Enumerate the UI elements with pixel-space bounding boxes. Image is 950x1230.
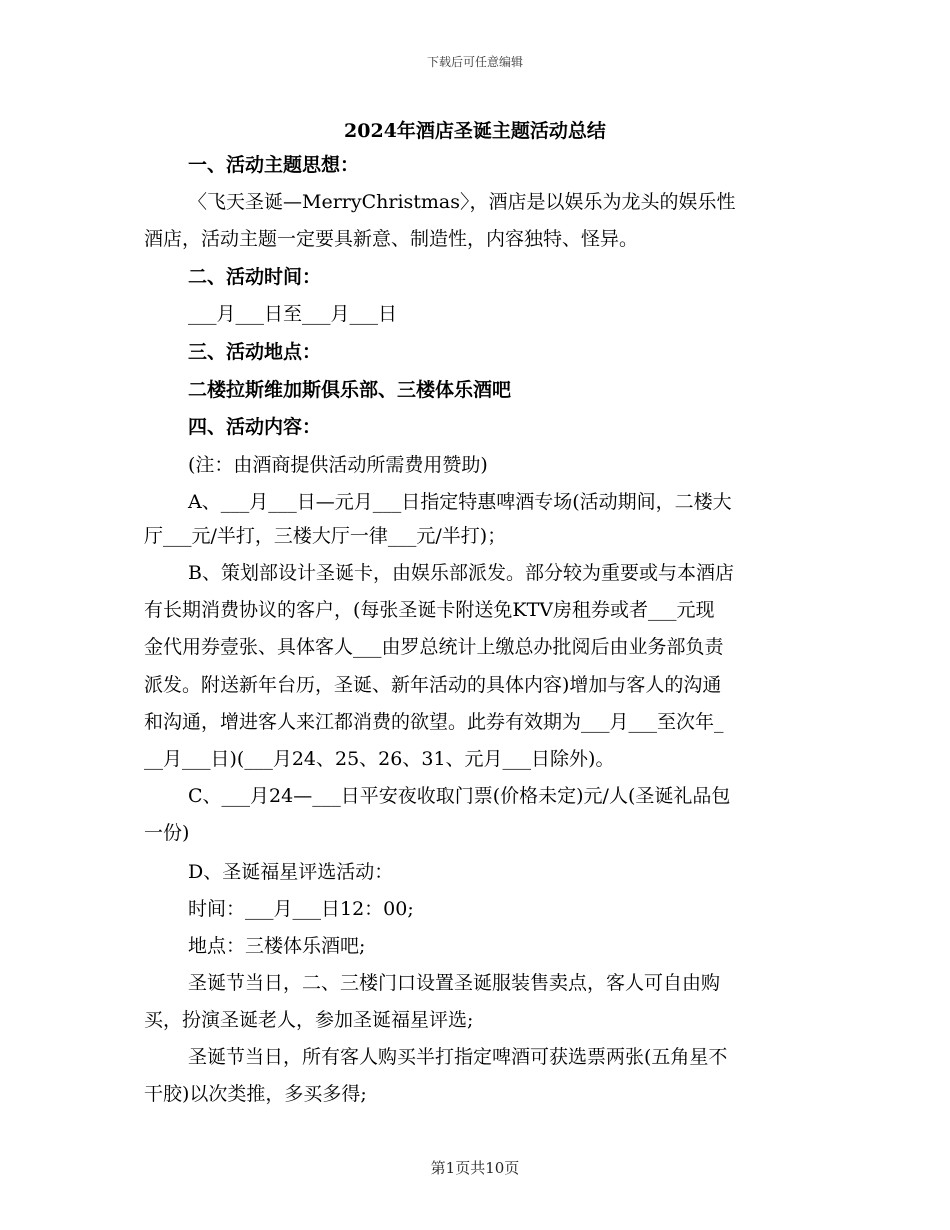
text-note: (注：由酒商提供活动所需费用赞助) [188, 454, 488, 476]
text-a-2: 厅___元/半打，三楼大厅一律___元/半打)； [144, 525, 507, 547]
text-d-5: 圣诞节当日，所有客人购买半打指定啤酒可获选票两张(五角星不 [188, 1046, 728, 1068]
text-d-time: 时间：___月___日12：00; [188, 898, 414, 920]
text-d-1: D、圣诞福星评选活动： [188, 861, 394, 883]
text-b-1: B、策划部设计圣诞卡，由娱乐部派发。部分较为重要或与本酒店 [188, 562, 734, 584]
text-b-2: 有长期消费协议的客户，(每张圣诞卡附送免KTV房租券或者___元现 [144, 599, 715, 621]
page-footer: 第1页共10页 [430, 1159, 520, 1177]
heading-location: 三、活动地点： [188, 341, 322, 363]
header-note: 下载后可任意编辑 [426, 55, 523, 69]
text-c-2: 一份) [144, 822, 190, 844]
text-d-4: 买，扮演圣诞老人，参加圣诞福星评选; [144, 1009, 474, 1031]
text-a-1: A、___月___日—元月___日指定特惠啤酒专场(活动期间，二楼大 [188, 491, 732, 513]
text-d-6: 干胶)以次类推，多买多得; [144, 1083, 367, 1105]
heading-time: 二、活动时间： [188, 266, 322, 288]
text-b-3: 金代用券壹张、具体客人___由罗总统计上缴总办批阅后由业务部负责 [144, 636, 724, 658]
text-b-6: __月___日)(___月24、25、26、31、元月___日除外)。 [144, 748, 615, 770]
text-theme-1: 〈飞天圣诞—MerryChristmas〉，酒店是以娱乐为龙头的娱乐性 [188, 191, 736, 213]
text-b-5: 和沟通，增进客人来江都消费的欲望。此券有效期为___月___至次年_ [144, 711, 724, 733]
text-location: 二楼拉斯维加斯俱乐部、三楼体乐酒吧 [188, 379, 512, 401]
text-c-1: C、___月24—___日平安夜收取门票(价格未定)元/人(圣诞礼品包 [188, 785, 731, 807]
heading-theme: 一、活动主题思想： [188, 154, 360, 176]
text-d-3: 圣诞节当日，二、三楼门口设置圣诞服装售卖点，客人可自由购 [188, 972, 721, 994]
text-theme-2: 酒店，活动主题一定要具新意、制造性，内容独特、怪异。 [144, 228, 639, 250]
document-title: 2024年酒店圣诞主题活动总结 [344, 120, 606, 142]
text-time: ___月___日至___月___日 [188, 303, 398, 325]
text-d-place: 地点：三楼体乐酒吧; [188, 935, 366, 957]
text-b-4: 派发。附送新年台历，圣诞、新年活动的具体内容)增加与客人的沟通 [144, 674, 722, 696]
heading-content: 四、活动内容： [188, 416, 322, 438]
